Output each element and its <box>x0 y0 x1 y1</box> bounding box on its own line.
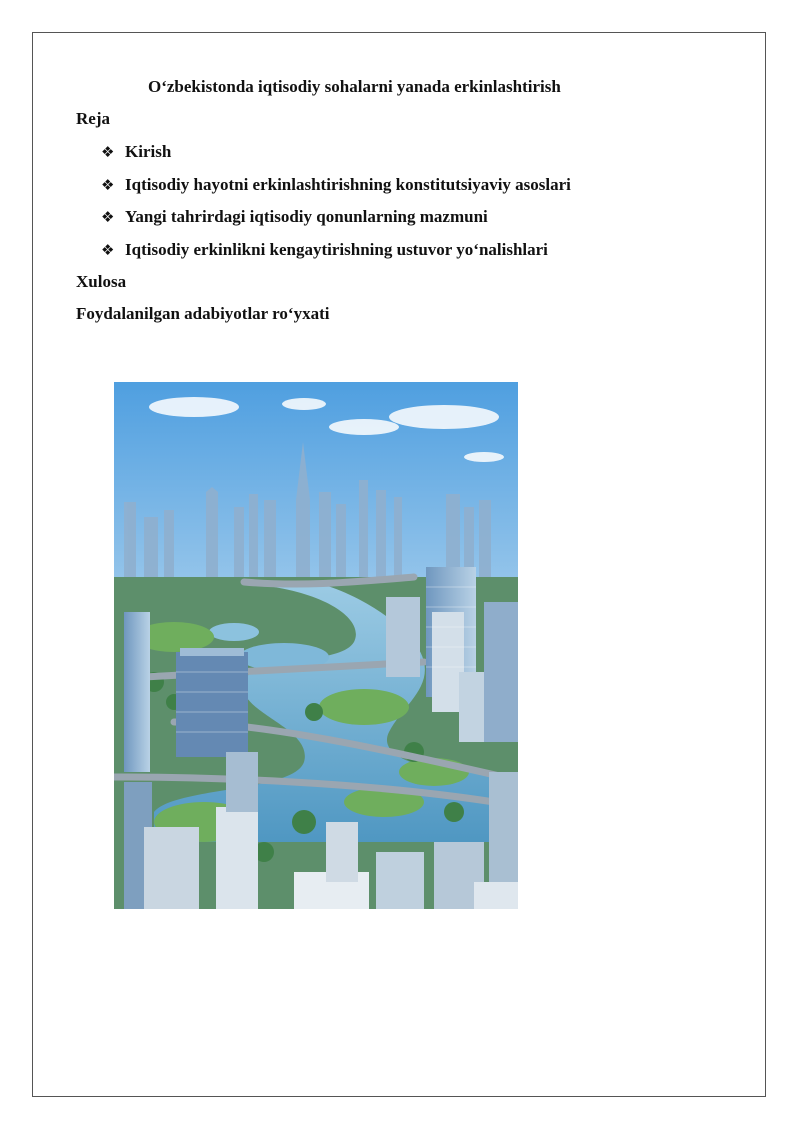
references-heading: Foydalanilgan adabiyotlar ro‘yxati <box>76 304 330 323</box>
plan-item-label: Iqtisodiy erkinlikni kengaytirishning ustuvor yo‘nalishlari <box>125 240 548 259</box>
plan-item <box>101 175 571 195</box>
diamond-bullet-icon: ❖ <box>101 176 115 194</box>
plan-item-label: Kirish <box>125 142 172 161</box>
plan-item-label: Yangi tahrirdagi iqtisodiy qonunlarning mazmuni <box>125 207 488 226</box>
plan-heading: Reja <box>76 109 110 128</box>
diamond-bullet-icon: ❖ <box>101 143 115 161</box>
conclusion-heading: Xulosa <box>76 272 127 291</box>
city-skyline-image <box>114 382 518 909</box>
plan-item <box>101 142 171 162</box>
plan-item <box>101 240 548 260</box>
plan-item-label: Iqtisodiy hayotni erkinlashtirishning konstitutsiyaviy asoslari <box>125 175 571 194</box>
plan-item <box>101 207 488 227</box>
diamond-bullet-icon: ❖ <box>101 241 115 259</box>
diamond-bullet-icon: ❖ <box>101 208 115 226</box>
document-title: O‘zbekistonda iqtisodiy sohalarni yanada erkinlashtirish <box>148 77 561 96</box>
